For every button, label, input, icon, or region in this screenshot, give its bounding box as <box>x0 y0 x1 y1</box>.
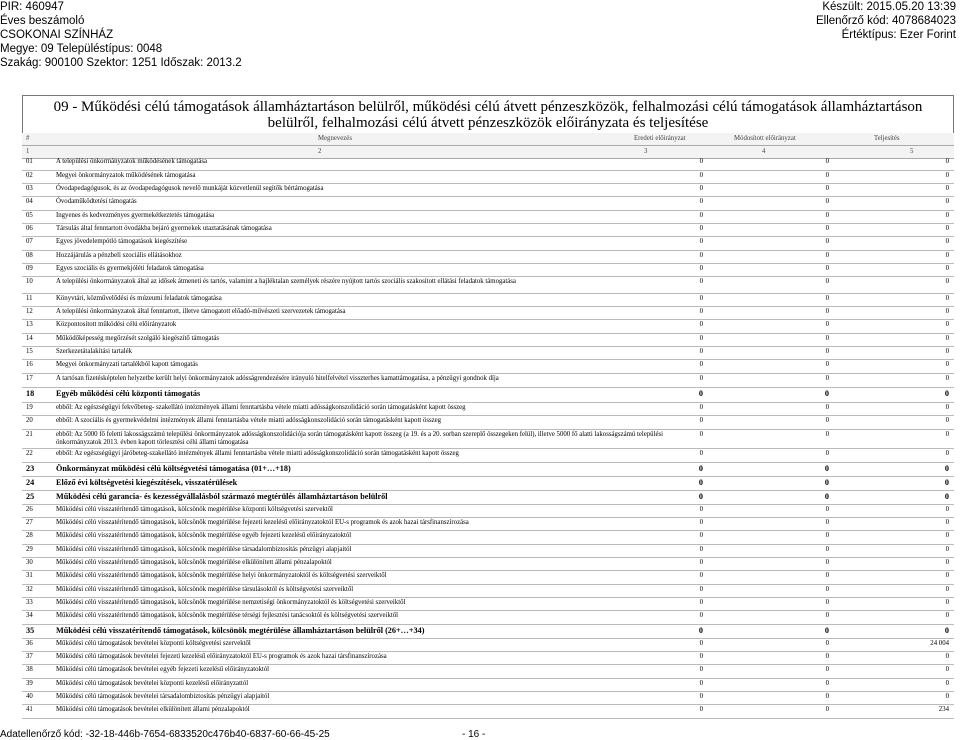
row-label: Működési célú visszatérítendő támogatások, kölcsönök megtérülése egyéb fejezeti kezelésű előirányzatoktól <box>56 532 352 539</box>
row-modified-value: 0 <box>825 295 829 302</box>
table-row <box>22 518 954 531</box>
row-original-value: 0 <box>699 278 703 285</box>
row-original-value: 0 <box>699 252 703 259</box>
row-number: 33 <box>26 599 33 606</box>
col-name: Megnevezés <box>318 135 352 142</box>
col-number-5: 5 <box>910 148 914 155</box>
row-label: Működési célú támogatások bevételei társadalombiztosítás pénzügyi alapjaitól <box>56 693 270 700</box>
row-modified-value: 0 <box>825 265 829 272</box>
row-label: Központosított működési célú előirányzatok <box>56 321 177 328</box>
row-original-value: 0 <box>699 212 703 219</box>
row-fulfilment-value: 0 <box>945 450 949 457</box>
row-original-value: 0 <box>699 612 703 619</box>
row-label: A települési önkormányzatok által fenntartott, illetve támogatott előadó-művészeti szervezetek támogatása <box>56 308 346 315</box>
header-report-type: Éves beszámoló <box>0 15 85 27</box>
row-label: Előző évi költségvetési kiegészítések, visszatérülések <box>56 478 238 487</box>
table-row <box>22 625 954 639</box>
row-number: 24 <box>26 478 35 487</box>
row-number: 01 <box>26 158 33 165</box>
row-label: Egyes jövedelempótló támogatások kiegészítése <box>56 238 188 245</box>
row-modified-value: 0 <box>825 321 829 328</box>
row-modified-value: 0 <box>825 599 829 606</box>
table-row <box>22 320 954 334</box>
row-modified-value: 0 <box>824 478 829 487</box>
row-original-value: 0 <box>699 559 703 566</box>
row-number: 18 <box>26 389 35 398</box>
row-modified-value: 0 <box>825 335 829 342</box>
row-fulfilment-value: 0 <box>945 335 949 342</box>
row-fulfilment-value: 0 <box>945 212 949 219</box>
row-modified-value: 0 <box>825 706 829 713</box>
row-fulfilment-value: 0 <box>945 265 949 272</box>
row-number: 08 <box>26 252 33 259</box>
row-number: 37 <box>26 653 33 660</box>
table-row <box>22 157 954 171</box>
col-number-1: 1 <box>26 148 30 155</box>
row-number: 15 <box>26 348 33 355</box>
row-fulfilment-value: 0 <box>944 626 949 635</box>
table-row <box>22 360 954 374</box>
header-pir: PIR: 460947 <box>0 1 64 13</box>
row-label: Működőképesség megőrzését szolgáló kiegészítő támogatás <box>56 335 220 342</box>
table-row <box>22 679 954 692</box>
col-number-2: 2 <box>318 148 322 155</box>
row-number: 40 <box>26 693 33 700</box>
row-label: Egyes szociális és gyermekjóléti feladatok támogatása <box>56 265 204 272</box>
column-header-row <box>22 133 954 146</box>
row-label: Társulás által fenntartott óvodákba bejáró gyermekek utaztatásának támogatása <box>56 225 272 232</box>
row-number: 41 <box>26 706 33 713</box>
row-label: ebből: Az egészségügyi járóbeteg-szakellátó intézmények állami fenntartásba vétele miatti adósságkonszolidáció során támogatásként kapott összeg <box>56 450 459 457</box>
row-original-value: 0 <box>699 198 703 205</box>
table-row <box>22 403 954 416</box>
row-fulfilment-value: 0 <box>945 375 949 382</box>
row-label: Óvodaműködtetési támogatás <box>56 198 137 205</box>
row-fulfilment-value: 0 <box>945 546 949 553</box>
table-row <box>22 264 954 277</box>
row-fulfilment-value: 0 <box>945 348 949 355</box>
row-original-value: 0 <box>698 626 703 635</box>
row-number: 27 <box>26 519 33 526</box>
row-original-value: 0 <box>699 308 703 315</box>
row-label: Megyei önkormányzatok működésének támogatása <box>56 172 196 179</box>
row-label: Óvodapedagógusok, és az óvodapedagógusok nevelő munkáját közvetlenül segítők bértámogatása <box>56 185 324 192</box>
row-fulfilment-value: 0 <box>945 693 949 700</box>
row-modified-value: 0 <box>825 693 829 700</box>
row-modified-value: 0 <box>824 464 829 473</box>
row-original-value: 0 <box>698 492 703 501</box>
row-original-value: 0 <box>699 348 703 355</box>
table-row <box>22 491 954 505</box>
row-fulfilment-value: 0 <box>945 198 949 205</box>
row-modified-value: 0 <box>825 198 829 205</box>
row-fulfilment-value: 0 <box>945 417 949 424</box>
header-county: Megye: 09 Településtípus: 0048 <box>0 43 163 55</box>
row-fulfilment-value: 0 <box>945 666 949 673</box>
row-original-value: 0 <box>699 640 703 647</box>
row-number: 39 <box>26 680 33 687</box>
table-row <box>22 665 954 679</box>
row-number: 34 <box>26 612 33 619</box>
table-row <box>22 598 954 611</box>
row-number: 14 <box>26 335 33 342</box>
header-institution: CSOKONAI SZÍNHÁZ <box>0 29 114 41</box>
row-fulfilment-value: 0 <box>945 158 949 165</box>
col-modified: Módosított előirányzat <box>734 135 796 142</box>
row-number: 02 <box>26 172 33 179</box>
table-row <box>22 585 954 598</box>
row-label: Működési célú visszatérítendő támogatások, kölcsönök megtérülése államháztartáson belülről (26+…+34) <box>56 626 425 635</box>
row-fulfilment-value: 0 <box>945 361 949 368</box>
row-label: Működési célú támogatások bevételei elkülönített állami pénzalapoktól <box>56 706 250 713</box>
row-fulfilment-value: 0 <box>945 185 949 192</box>
table-row <box>22 531 954 545</box>
row-modified-value: 0 <box>825 612 829 619</box>
row-number: 07 <box>26 238 33 245</box>
header-value-type: Értéktípus: Ezer Forint <box>841 29 956 41</box>
row-modified-value: 0 <box>825 238 829 245</box>
col-hash: # <box>26 135 30 142</box>
row-number: 21 <box>26 431 33 438</box>
row-fulfilment-value: 0 <box>945 278 949 285</box>
row-original-value: 0 <box>699 417 703 424</box>
row-original-value: 0 <box>699 431 703 438</box>
row-fulfilment-value: 0 <box>945 238 949 245</box>
table-row <box>22 388 954 403</box>
row-number: 20 <box>26 417 33 424</box>
table-row <box>22 463 954 477</box>
row-number: 29 <box>26 546 33 553</box>
row-label: Működési célú támogatások bevételei központi költségvetési szervektől <box>56 640 251 647</box>
row-label: Működési célú támogatások bevételei egyéb fejezeti kezelésű előirányzatoktól <box>56 666 270 673</box>
header-left <box>0 0 560 70</box>
row-number: 17 <box>26 375 33 382</box>
row-number: 12 <box>26 308 33 315</box>
row-modified-value: 0 <box>825 172 829 179</box>
row-label: ebből: Az 5000 fő feletti lakosságszámú települési önkormányzatok adósságkonszolidációja során támogatásként kapott összeg (a 19. és a 20. sorban szereplő összegeken felül), illetve 5000 fő alatti lakosságszámú települési önkormányzatok 2013. évben kapott törlesztési célú állami támogatása <box>56 431 664 446</box>
row-number: 36 <box>26 640 33 647</box>
header-sector: Szakág: 900100 Szektor: 1251 Időszak: 2013.2 <box>0 57 242 69</box>
row-fulfilment-value: 0 <box>945 252 949 259</box>
table-row <box>22 277 954 294</box>
row-modified-value: 0 <box>825 348 829 355</box>
row-original-value: 0 <box>699 706 703 713</box>
row-modified-value: 0 <box>824 492 829 501</box>
row-original-value: 0 <box>699 586 703 593</box>
row-label: Szerkezetátalakítási tartalék <box>56 348 133 355</box>
row-modified-value: 0 <box>825 653 829 660</box>
table-row <box>22 449 954 463</box>
row-label: Megyei önkormányzati tartalékból kapott támogatás <box>56 361 198 368</box>
row-modified-value: 0 <box>825 680 829 687</box>
row-modified-value: 0 <box>825 532 829 539</box>
row-modified-value: 0 <box>825 450 829 457</box>
row-original-value: 0 <box>699 519 703 526</box>
table-row <box>22 224 954 237</box>
row-fulfilment-value: 24 004 <box>930 640 949 647</box>
row-number: 31 <box>26 572 33 579</box>
row-original-value: 0 <box>698 389 703 398</box>
row-label: Működési célú visszatérítendő támogatások, kölcsönök megtérülése társulásoktól és költségvetési szerveiktől <box>56 586 354 593</box>
row-fulfilment-value: 0 <box>945 586 949 593</box>
row-original-value: 0 <box>699 265 703 272</box>
row-fulfilment-value: 234 <box>938 706 949 713</box>
row-fulfilment-value: 0 <box>945 431 949 438</box>
table-row <box>22 430 954 449</box>
row-modified-value: 0 <box>825 158 829 165</box>
header-right <box>816 0 956 42</box>
row-fulfilment-value: 0 <box>945 559 949 566</box>
row-label: Működési célú visszatérítendő támogatások, kölcsönök megtérülése helyi önkormányzatoktól és költségvetési szerveiktől <box>56 572 387 579</box>
row-number: 06 <box>26 225 33 232</box>
row-modified-value: 0 <box>825 640 829 647</box>
row-number: 09 <box>26 265 33 272</box>
title-line-2: belülről, felhalmozási célú átvett pénzeszközök előirányzata és teljesítése <box>267 115 709 131</box>
row-label: Működési célú visszatérítendő támogatások, kölcsönök megtérülése központi költségvetési szervektől <box>56 506 333 513</box>
row-fulfilment-value: 0 <box>945 225 949 232</box>
row-fulfilment-value: 0 <box>944 478 949 487</box>
row-number: 19 <box>26 404 33 411</box>
row-label: Működési célú visszatérítendő támogatások, kölcsönök megtérülése térségi fejlesztési tanácsoktól és költségvetési szerveiktől <box>56 612 399 619</box>
row-number: 25 <box>26 492 35 501</box>
row-modified-value: 0 <box>825 308 829 315</box>
table-row <box>22 692 954 705</box>
table-row <box>22 347 954 360</box>
row-number: 38 <box>26 666 33 673</box>
row-number: 11 <box>26 295 33 302</box>
row-modified-value: 0 <box>825 431 829 438</box>
row-label: Egyéb működési célú központi támogatás <box>56 389 201 398</box>
table-row <box>22 705 954 719</box>
col-number-3: 3 <box>644 148 648 155</box>
row-modified-value: 0 <box>825 572 829 579</box>
row-original-value: 0 <box>699 335 703 342</box>
row-modified-value: 0 <box>825 212 829 219</box>
row-fulfilment-value: 0 <box>945 295 949 302</box>
row-original-value: 0 <box>699 572 703 579</box>
table-row <box>22 374 954 388</box>
row-number: 28 <box>26 532 33 539</box>
row-modified-value: 0 <box>825 225 829 232</box>
row-label: A települési önkormányzatok működésének támogatása <box>56 158 207 165</box>
table-row <box>22 184 954 197</box>
table-row <box>22 639 954 652</box>
row-modified-value: 0 <box>825 252 829 259</box>
row-fulfilment-value: 0 <box>945 572 949 579</box>
table-row <box>22 558 954 571</box>
row-original-value: 0 <box>699 404 703 411</box>
row-number: 30 <box>26 559 33 566</box>
row-label: Működési célú garancia- és kezességvállalásból származó megtérülés államháztartáson belülről <box>56 492 388 501</box>
row-original-value: 0 <box>699 361 703 368</box>
row-fulfilment-value: 0 <box>944 492 949 501</box>
row-number: 16 <box>26 361 33 368</box>
row-modified-value: 0 <box>824 389 829 398</box>
row-modified-value: 0 <box>825 666 829 673</box>
footer-page-number: - 16 - <box>462 729 486 740</box>
row-fulfilment-value: 0 <box>945 599 949 606</box>
row-fulfilment-value: 0 <box>945 680 949 687</box>
row-modified-value: 0 <box>825 586 829 593</box>
row-label: Önkormányzat működési célú költségvetési támogatása (01+…+18) <box>56 464 291 473</box>
table-row <box>22 571 954 585</box>
header-check-code: Ellenőrző kód: 4078684023 <box>815 15 956 27</box>
table-row <box>22 171 954 184</box>
row-original-value: 0 <box>699 238 703 245</box>
row-fulfilment-value: 0 <box>945 506 949 513</box>
table-row <box>22 477 954 491</box>
row-label: Működési célú visszatérítendő támogatások, kölcsönök megtérülése nemzetiségi önkormányzatoktól és költségvetési szerveiktől <box>56 599 406 606</box>
table-row <box>22 251 954 264</box>
row-original-value: 0 <box>699 680 703 687</box>
row-fulfilment-value: 0 <box>945 172 949 179</box>
row-label: Működési célú visszatérítendő támogatások, kölcsönök megtérülése társadalombiztosítás pénzügyi alapjaitól <box>56 546 352 553</box>
row-number: 05 <box>26 212 33 219</box>
table-row <box>22 334 954 347</box>
table-row <box>22 652 954 665</box>
row-modified-value: 0 <box>825 546 829 553</box>
row-number: 10 <box>26 278 33 285</box>
row-original-value: 0 <box>699 225 703 232</box>
row-number: 03 <box>26 185 33 192</box>
col-original: Eredeti előirányzat <box>634 135 686 142</box>
row-modified-value: 0 <box>825 185 829 192</box>
table-row <box>22 237 954 251</box>
header-created: Készült: 2015.05.20 13:39 <box>822 1 956 13</box>
row-original-value: 0 <box>698 478 703 487</box>
row-modified-value: 0 <box>825 559 829 566</box>
row-label: Működési célú támogatások bevételei fejezeti kezelésű előirányzatoktól EU-s programok és azok hazai társfinanszírozása <box>56 653 387 660</box>
row-number: 23 <box>26 464 35 473</box>
row-original-value: 0 <box>699 653 703 660</box>
row-original-value: 0 <box>699 506 703 513</box>
table-row <box>22 611 954 625</box>
row-original-value: 0 <box>699 158 703 165</box>
row-original-value: 0 <box>699 295 703 302</box>
row-modified-value: 0 <box>825 361 829 368</box>
row-fulfilment-value: 0 <box>945 321 949 328</box>
row-fulfilment-value: 0 <box>944 464 949 473</box>
row-label: ebből: Az egészségügyi fekvőbeteg- szakellátó intézmények állami fenntartásba vétele miatti adósságkonszolidáció során támogatásként kapott összeg <box>56 404 466 411</box>
row-label: Működési célú támogatások bevételei központi kezelésű előirányzattól <box>56 680 249 687</box>
row-label: Ingyenes és kedvezményes gyermekétkeztetés támogatása <box>56 212 215 219</box>
row-original-value: 0 <box>698 464 703 473</box>
row-fulfilment-value: 0 <box>945 308 949 315</box>
row-fulfilment-value: 0 <box>945 404 949 411</box>
col-fulfilment: Teljesítés <box>874 135 900 142</box>
row-fulfilment-value: 0 <box>945 519 949 526</box>
row-label: Könyvtári, közművelődési és múzeumi feladatok támogatása <box>56 295 222 302</box>
row-original-value: 0 <box>699 599 703 606</box>
table-row <box>22 545 954 558</box>
row-fulfilment-value: 0 <box>944 389 949 398</box>
table-row <box>22 307 954 320</box>
row-label: Működési célú visszatérítendő támogatások, kölcsönök megtérülése fejezeti kezelésű előirányzatoktól EU-s programok és azok hazai társfinanszírozása <box>56 519 469 526</box>
row-number: 35 <box>26 626 35 635</box>
row-original-value: 0 <box>699 546 703 553</box>
title-line-1: 09 - Működési célú támogatások államháztartáson belülről, működési célú átvett pénzeszközök, felhalmozási célú támogatások államháztartáson <box>53 99 923 115</box>
row-original-value: 0 <box>699 450 703 457</box>
row-number: 13 <box>26 321 33 328</box>
row-modified-value: 0 <box>825 375 829 382</box>
row-fulfilment-value: 0 <box>945 532 949 539</box>
row-label: A tartósan fizetésképtelen helyzetbe került helyi önkormányzatok adósságrendezésére irányuló hitelfelvétel visszterhes kamattámogatása, a pénzügyi gondnok díja <box>56 375 499 382</box>
table-row <box>22 416 954 430</box>
row-modified-value: 0 <box>824 626 829 635</box>
row-modified-value: 0 <box>825 404 829 411</box>
row-original-value: 0 <box>699 321 703 328</box>
row-label: A települési önkormányzatok által az idősek átmeneti és tartós, valamint a hajléktalan személyek részére nyújtott tartós szociális szakosított ellátási feladatok támogatása <box>56 278 516 285</box>
row-label: Hozzájárulás a pénzbeli szociális ellátásokhoz <box>56 252 182 259</box>
row-modified-value: 0 <box>825 417 829 424</box>
row-number: 32 <box>26 586 33 593</box>
row-number: 26 <box>26 506 33 513</box>
row-original-value: 0 <box>699 532 703 539</box>
table-row <box>22 294 954 307</box>
table-row <box>22 505 954 518</box>
row-fulfilment-value: 0 <box>945 653 949 660</box>
row-original-value: 0 <box>699 375 703 382</box>
row-original-value: 0 <box>699 693 703 700</box>
row-label: Működési célú visszatérítendő támogatások, kölcsönök megtérülése elkülönített állami pénzalapoktól <box>56 559 332 566</box>
row-original-value: 0 <box>699 172 703 179</box>
row-original-value: 0 <box>699 666 703 673</box>
table-row <box>22 211 954 224</box>
row-modified-value: 0 <box>825 278 829 285</box>
footer-check-code: Adatellenőrző kód: -32-18-446b-7654-6833520c476b40-6837-60-66-45-25 <box>0 729 330 740</box>
row-number: 22 <box>26 450 33 457</box>
row-label: ebből: A szociális és gyermekvédelmi intézmények állami fenntartásba vétele miatti adósságkonszolidáció során támogatásként kapott összeg <box>56 417 442 424</box>
col-number-4: 4 <box>762 148 766 155</box>
row-number: 04 <box>26 198 33 205</box>
row-original-value: 0 <box>699 185 703 192</box>
table-row <box>22 197 954 211</box>
row-modified-value: 0 <box>825 506 829 513</box>
row-modified-value: 0 <box>825 519 829 526</box>
row-fulfilment-value: 0 <box>945 612 949 619</box>
